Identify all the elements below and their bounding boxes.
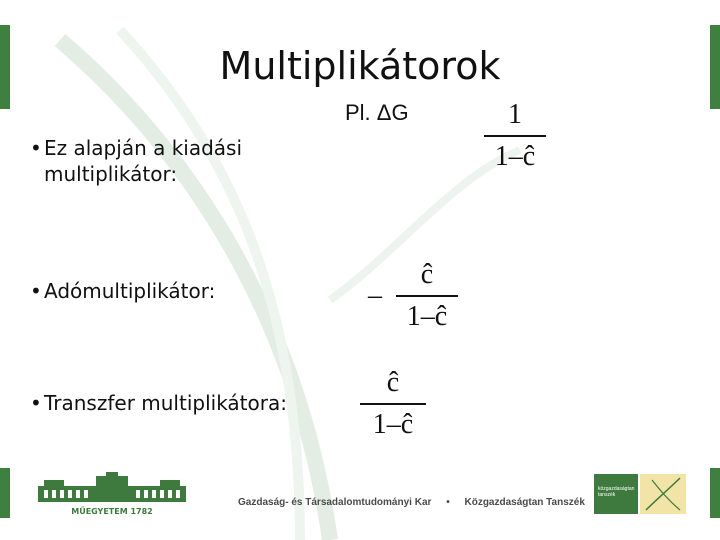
bullet-dot: • bbox=[30, 391, 42, 415]
pl-delta-g-label: Pl. ΔG bbox=[345, 100, 409, 125]
bullet-transfer-multiplier bbox=[30, 390, 287, 416]
badge-text: közgazdaságtan tanszék bbox=[598, 486, 635, 498]
bullet-tax-multiplier bbox=[30, 278, 216, 304]
formula-spending-multiplier bbox=[484, 98, 546, 174]
bullet-dot: • bbox=[30, 279, 42, 303]
formula-denominator: 1–ĉ bbox=[494, 140, 536, 172]
faculty-name: Gazdaság- és Társadalomtudományi Kar bbox=[238, 497, 432, 508]
formula-numerator: ĉ bbox=[420, 259, 434, 290]
muegyetem-logo bbox=[36, 472, 188, 516]
fraction-bar bbox=[360, 403, 426, 405]
department-emblem bbox=[640, 474, 686, 514]
formula-sign: – bbox=[368, 280, 382, 311]
formula-denominator: 1–ĉ bbox=[372, 408, 414, 440]
bullet-spending-multiplier bbox=[30, 135, 304, 187]
bullet-text: Adómultiplikátor: bbox=[44, 279, 216, 303]
page-title: Multiplikátorok bbox=[219, 44, 501, 88]
fraction-bar bbox=[396, 295, 458, 297]
bullet-text: Transzfer multiplikátora: bbox=[44, 391, 287, 415]
logo-text: MŰEGYETEM 1782 bbox=[71, 507, 153, 516]
formula-tax-multiplier bbox=[368, 258, 458, 334]
bullet-dot: • bbox=[30, 136, 42, 160]
leaf-emblem-icon bbox=[640, 474, 686, 514]
formula-denominator: 1–ĉ bbox=[406, 300, 448, 332]
formula-numerator: ĉ bbox=[386, 367, 400, 398]
department-name: Közgazdaságtan Tanszék bbox=[464, 497, 585, 508]
department-badge bbox=[594, 474, 638, 514]
formula-transfer-multiplier bbox=[360, 366, 426, 442]
formula-numerator: 1 bbox=[508, 99, 522, 130]
footer-separator: • bbox=[446, 497, 450, 508]
bullet-text: Ez alapján a kiadási multiplikátor: bbox=[44, 136, 243, 186]
fraction-bar bbox=[484, 135, 546, 137]
footer-affiliation bbox=[238, 497, 585, 508]
